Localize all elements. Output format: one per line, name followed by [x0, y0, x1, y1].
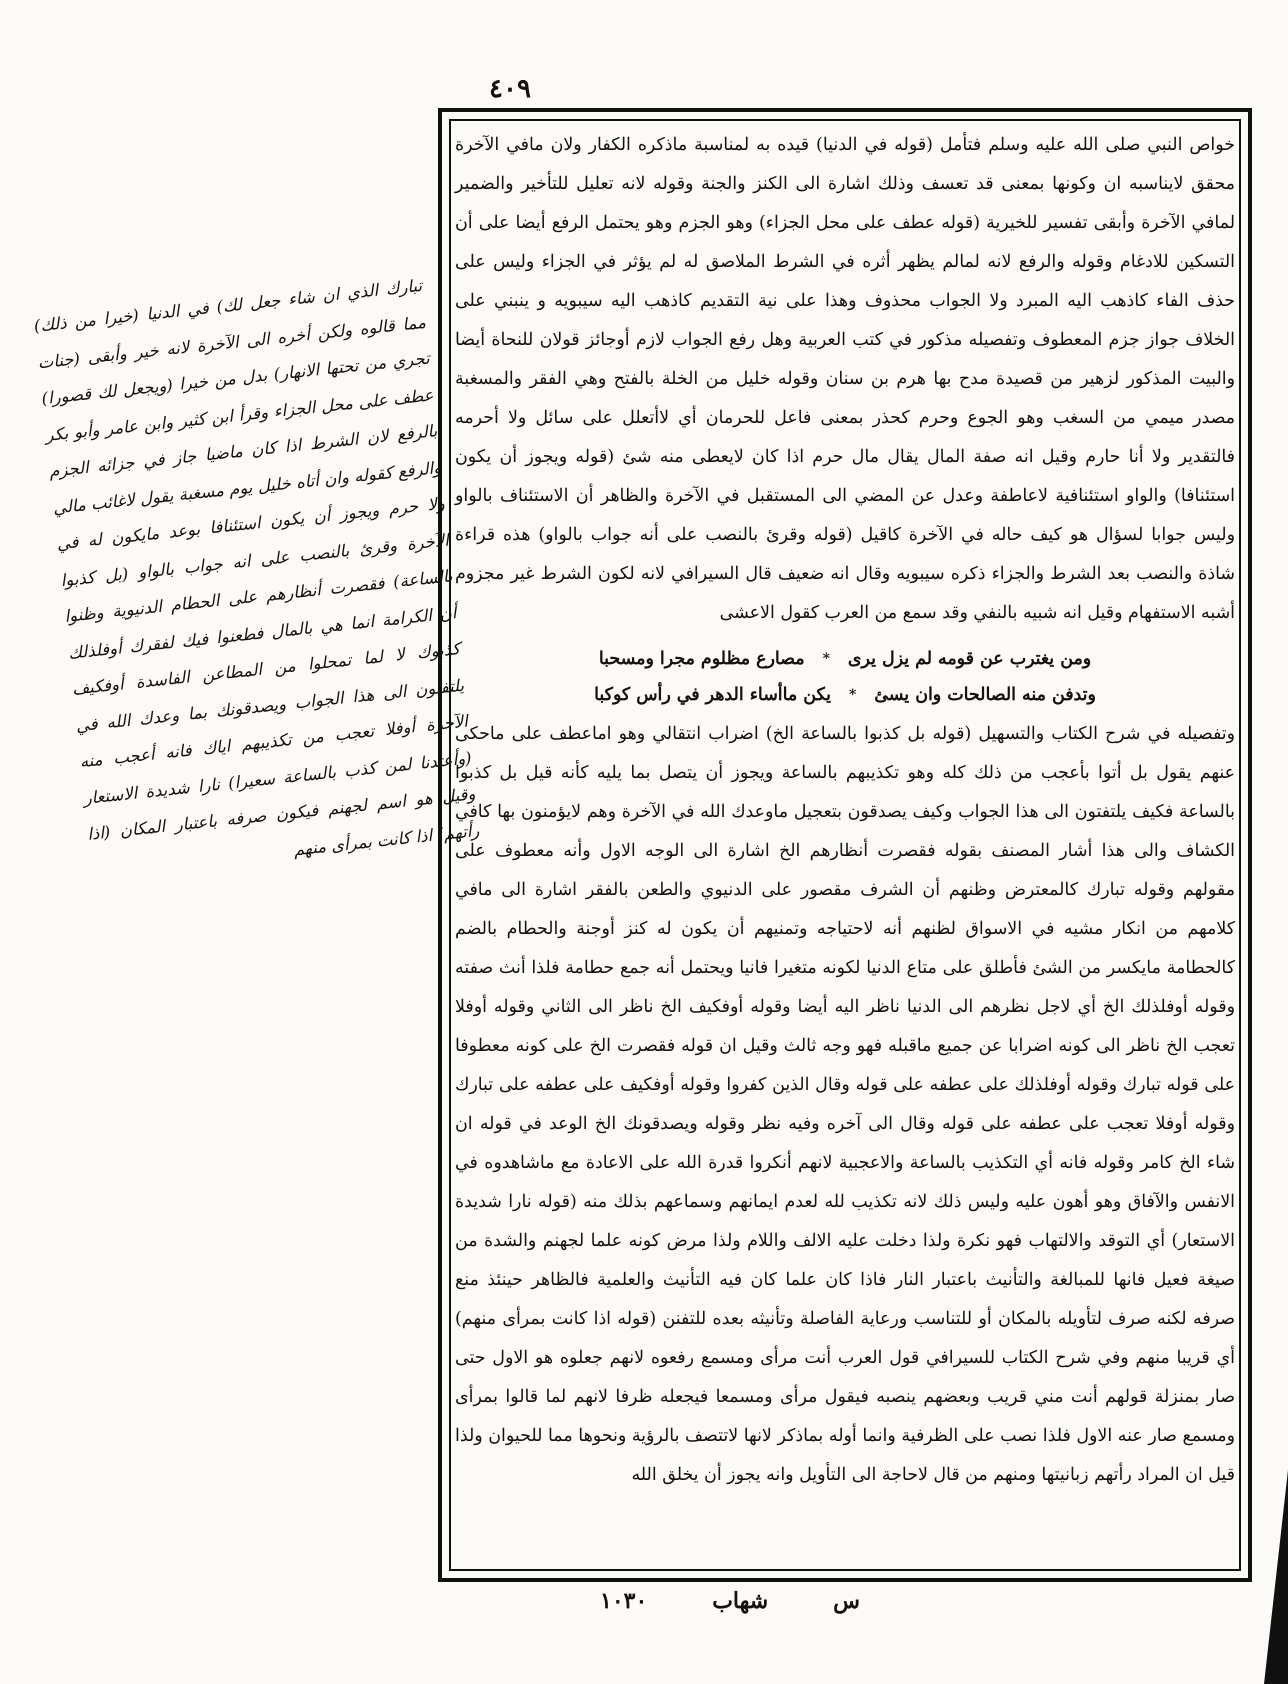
verse-1-first-hemistich: ومن يغترب عن قومه لم يزل يرى: [847, 649, 1092, 669]
main-paragraph-1: خواص النبي صلى الله عليه وسلم فتأمل (قوله في الدنيا) قيده به لمناسبة ماذكره الكفار ولان مافي الآخرة محقق لايناسبه ان وكونها بمعنى قد تعسف وذلك اشارة الى الكنز والجنة وقوله لانه تعليل للتأخير والضمير لمافي الآخرة وأبقى تفسير للخيرية (قوله عطف على محل الجزاء) وهو الجزم وهو يحتمل الرفع أيضا على أن التسكين للادغام وقوله والرفع لانه لمالم يظهر أثره في الشرط الملاصق له لم يؤثر في الجزاء وليس على حذف الفاء كاذهب اليه المبرد ولا الجواب محذوف وهذا على نية التقديم كاذهب اليه سيبويه و ينبني على الخلاف جواز جزم المعطوف وتفصيله مذكور في كتب العربية وهل رفع الجواب لازم أوجائز قولان للنحاة أيضا والبيت المذكور لزهير من قصيدة مدح بها هرم بن سنان وقوله خليل من الخلة بالفتح وهي الفقر والمسغبة مصدر ميمي من السغب وهو الجوع وحرم كحذر بمعنى فاعل للحرمان أي لاأتعلل على سائل ولا أحرمه فالتقدير ولا أنا حارم وقيل انه صفة المال يقال مال حرم اذا كان لايعطى منه شئ (قوله ويجوز أن يكون استئنافا) والواو استئنافية لاعاطفة وعدل عن المضي الى المستقبل في الآخرة والظاهر أن الاستئناف بالواو وليس جوابا لسؤال هو كيف حاله في الآخرة كاقيل (قوله وقرئ بالنصب على أنه جواب بالواو) هذه قراءة شاذة والنصب بعد الشرط والجزاء ذكره سيبويه وقال انه ضعيف قال السيرافي لانه لكون الشرط غير مجزوم أشبه الاستفهام وقيل انه شبيه بالنفي وقد سمع من العرب كقول الاعشى: [455, 135, 1235, 623]
verse-line-1: [455, 641, 1235, 677]
margin-note: [30, 268, 481, 1188]
poetry-verse: [455, 641, 1235, 713]
footer: [600, 1588, 860, 1614]
footer-book-title: شهاب: [712, 1588, 769, 1614]
footer-volume-mark: س: [833, 1588, 860, 1614]
verse-2-first-hemistich: وتدفن منه الصالحات وان يسئ: [874, 685, 1096, 705]
footer-sheet-number: ١٠٣٠: [600, 1588, 648, 1614]
verse-1-second-hemistich: مصارع مظلوم مجرا ومسحبا: [598, 649, 805, 669]
verse-separator-star: *: [822, 651, 830, 667]
verse-separator-star: *: [848, 687, 857, 703]
page-edge-shadow: [1264, 1470, 1288, 1684]
page-number: ٤٠٩: [489, 74, 531, 104]
main-text-block: [455, 126, 1235, 1566]
margin-note-text: تبارك الذي ان شاء جعل لك) في الدنيا (خيرا من ذلك) مما قالوه ولكن أخره الى الآخرة لانه خير وأبقى (جنات تجري من تحتها الانهار) بدل من خيرا (ويجعل لك قصورا) عطف على محل الجزاء وقرأ ابن كثير وابن عامر وأبو بكر بالرفع لان الشرط اذا كان ماضيا جاز في جزائه الجزم والرفع كقوله وان أتاه خليل يوم مسغبة يقول لاغائب مالي ولا حرم ويجوز أن يكون استئنافا بوعد مايكون له في الآخرة وقرئ بالنصب على انه جواب بالواو (بل كذبوا بالساعة) فقصرت أنظارهم على الحطام الدنيوية وظنوا أن الكرامة انما هي بالمال فطعنوا فيك لفقرك أوفلذلك كذبوك لا لما تمحلوا من المطاعن الفاسدة أوفكيف يلتفتون الى هذا الجواب ويصدقونك بما وعدك الله في الآخرة أوفلا تعجب من تكذيبهم اياك فانه أعجب منه (وأعتدنا لمن كذب بالساعة سعيرا) نارا شديدة الاستعار وقيل هو اسم لجهنم فيكون صرفه باعتبار المكان (اذا رأتهم) اذا كانت بمرأى منهم: [32, 275, 481, 859]
verse-line-2: [455, 677, 1235, 713]
verse-2-second-hemistich: يكن ماأساء الدهر في رأس كوكبا: [594, 685, 831, 705]
main-paragraph-2: وتفصيله في شرح الكتاب والتسهيل (قوله بل كذبوا بالساعة الخ) اضراب انتقالي وهو اماعطف على ماحكى عنهم يقول بل أتوا بأعجب من ذلك كله وهو تكذيبهم بالساعة ويجوز أن يتصل بما يليه كأنه قيل بل كذبوا بالساعة فكيف يلتفتون الى هذا الجواب وكيف يصدقون بتعجيل ماوعدك الله في الآخرة وهم لايؤمنون بها كافي الكشاف والى هذا أشار المصنف بقوله فقصرت أنظارهم الخ اشارة الى الوجه الاول وأنه معطوف على مقولهم وقوله تبارك كالمعترض وظنهم أن الشرف مقصور على الدنيوي والطعن بالفقر اشارة الى مافي كلامهم من انكار مشيه في الاسواق لظنهم أنه لاحتياجه وتمنيهم أن يكون له كنز أوجنة والحطام بالضم كالحطامة مايكسر من الشئ فأطلق على متاع الدنيا لكونه متغيرا فانيا ويحتمل أنه جمع حطامة فلذا أنث صفته وقوله أوفلذلك الخ أي لاجل نظرهم الى الدنيا ناظر اليه أيضا وقوله أوفكيف الخ ناظر الى الثاني وقوله أوفلا تعجب الخ ناظر الى كونه اضرابا عن جميع ماقبله فهو وجه ثالث وقيل ان قوله فقصرت الخ على كونه معطوفا على قوله تبارك وقوله أوفلذلك على عطفه على قوله وقال الذين كفروا وقوله أوفكيف على عطفه على تبارك وقوله أوفلا تعجب على عطفه على قوله وقال الى آخره وفيه نظر وقوله ويصدقونك الخ الوعد في قوله ان شاء الخ كامر وقوله فانه أي التكذيب بالساعة والاعجبية لانهم أنكروا قدرة الله على الاعادة مع ماشاهدوه في الانفس والآفاق وهو أهون عليه وليس ذلك لانه تكذيب لله لعدم ايمانهم وسماعهم بذلك منه (قوله نارا شديدة الاستعار) أي التوقد والالتهاب فهو نكرة ولذا دخلت عليه الالف واللام ولذا مرض كونه علما لجهنم والشدة من صيغة فعيل فانها للمبالغة والتأنيث باعتبار النار فاذا كان علما كان فيه التأنيث والعلمية فالظاهر حينئذ منع صرفه لكنه صرف لتأويله بالمكان أو للتناسب ورعاية الفاصلة وتأنيثه بعده للتفنن (قوله اذا كانت بمرأى منهم) أي قريبا منهم وفي شرح الكتاب للسيرافي قول العرب أنت مرأى ومسمع رفعوه لانهم جعلوه هو الاول حتى صار بمنزلة قولهم أنت مني قريب وبعضهم ينصبه فيقول مرأى ومسمعا فيجعله ظرفا لانهم لما قالوا بمرأى ومسمع صار عنه الاول فلذا نصب على الظرفية وانما أوله بماذكر لانها لاتتصف بالرؤية ونحوها مما للحيوان ولذا قيل ان المراد رأتهم زبانيتها ومنهم من قال لاحاجة الى التأويل وانه يجوز أن يخلق الله: [455, 724, 1235, 1485]
